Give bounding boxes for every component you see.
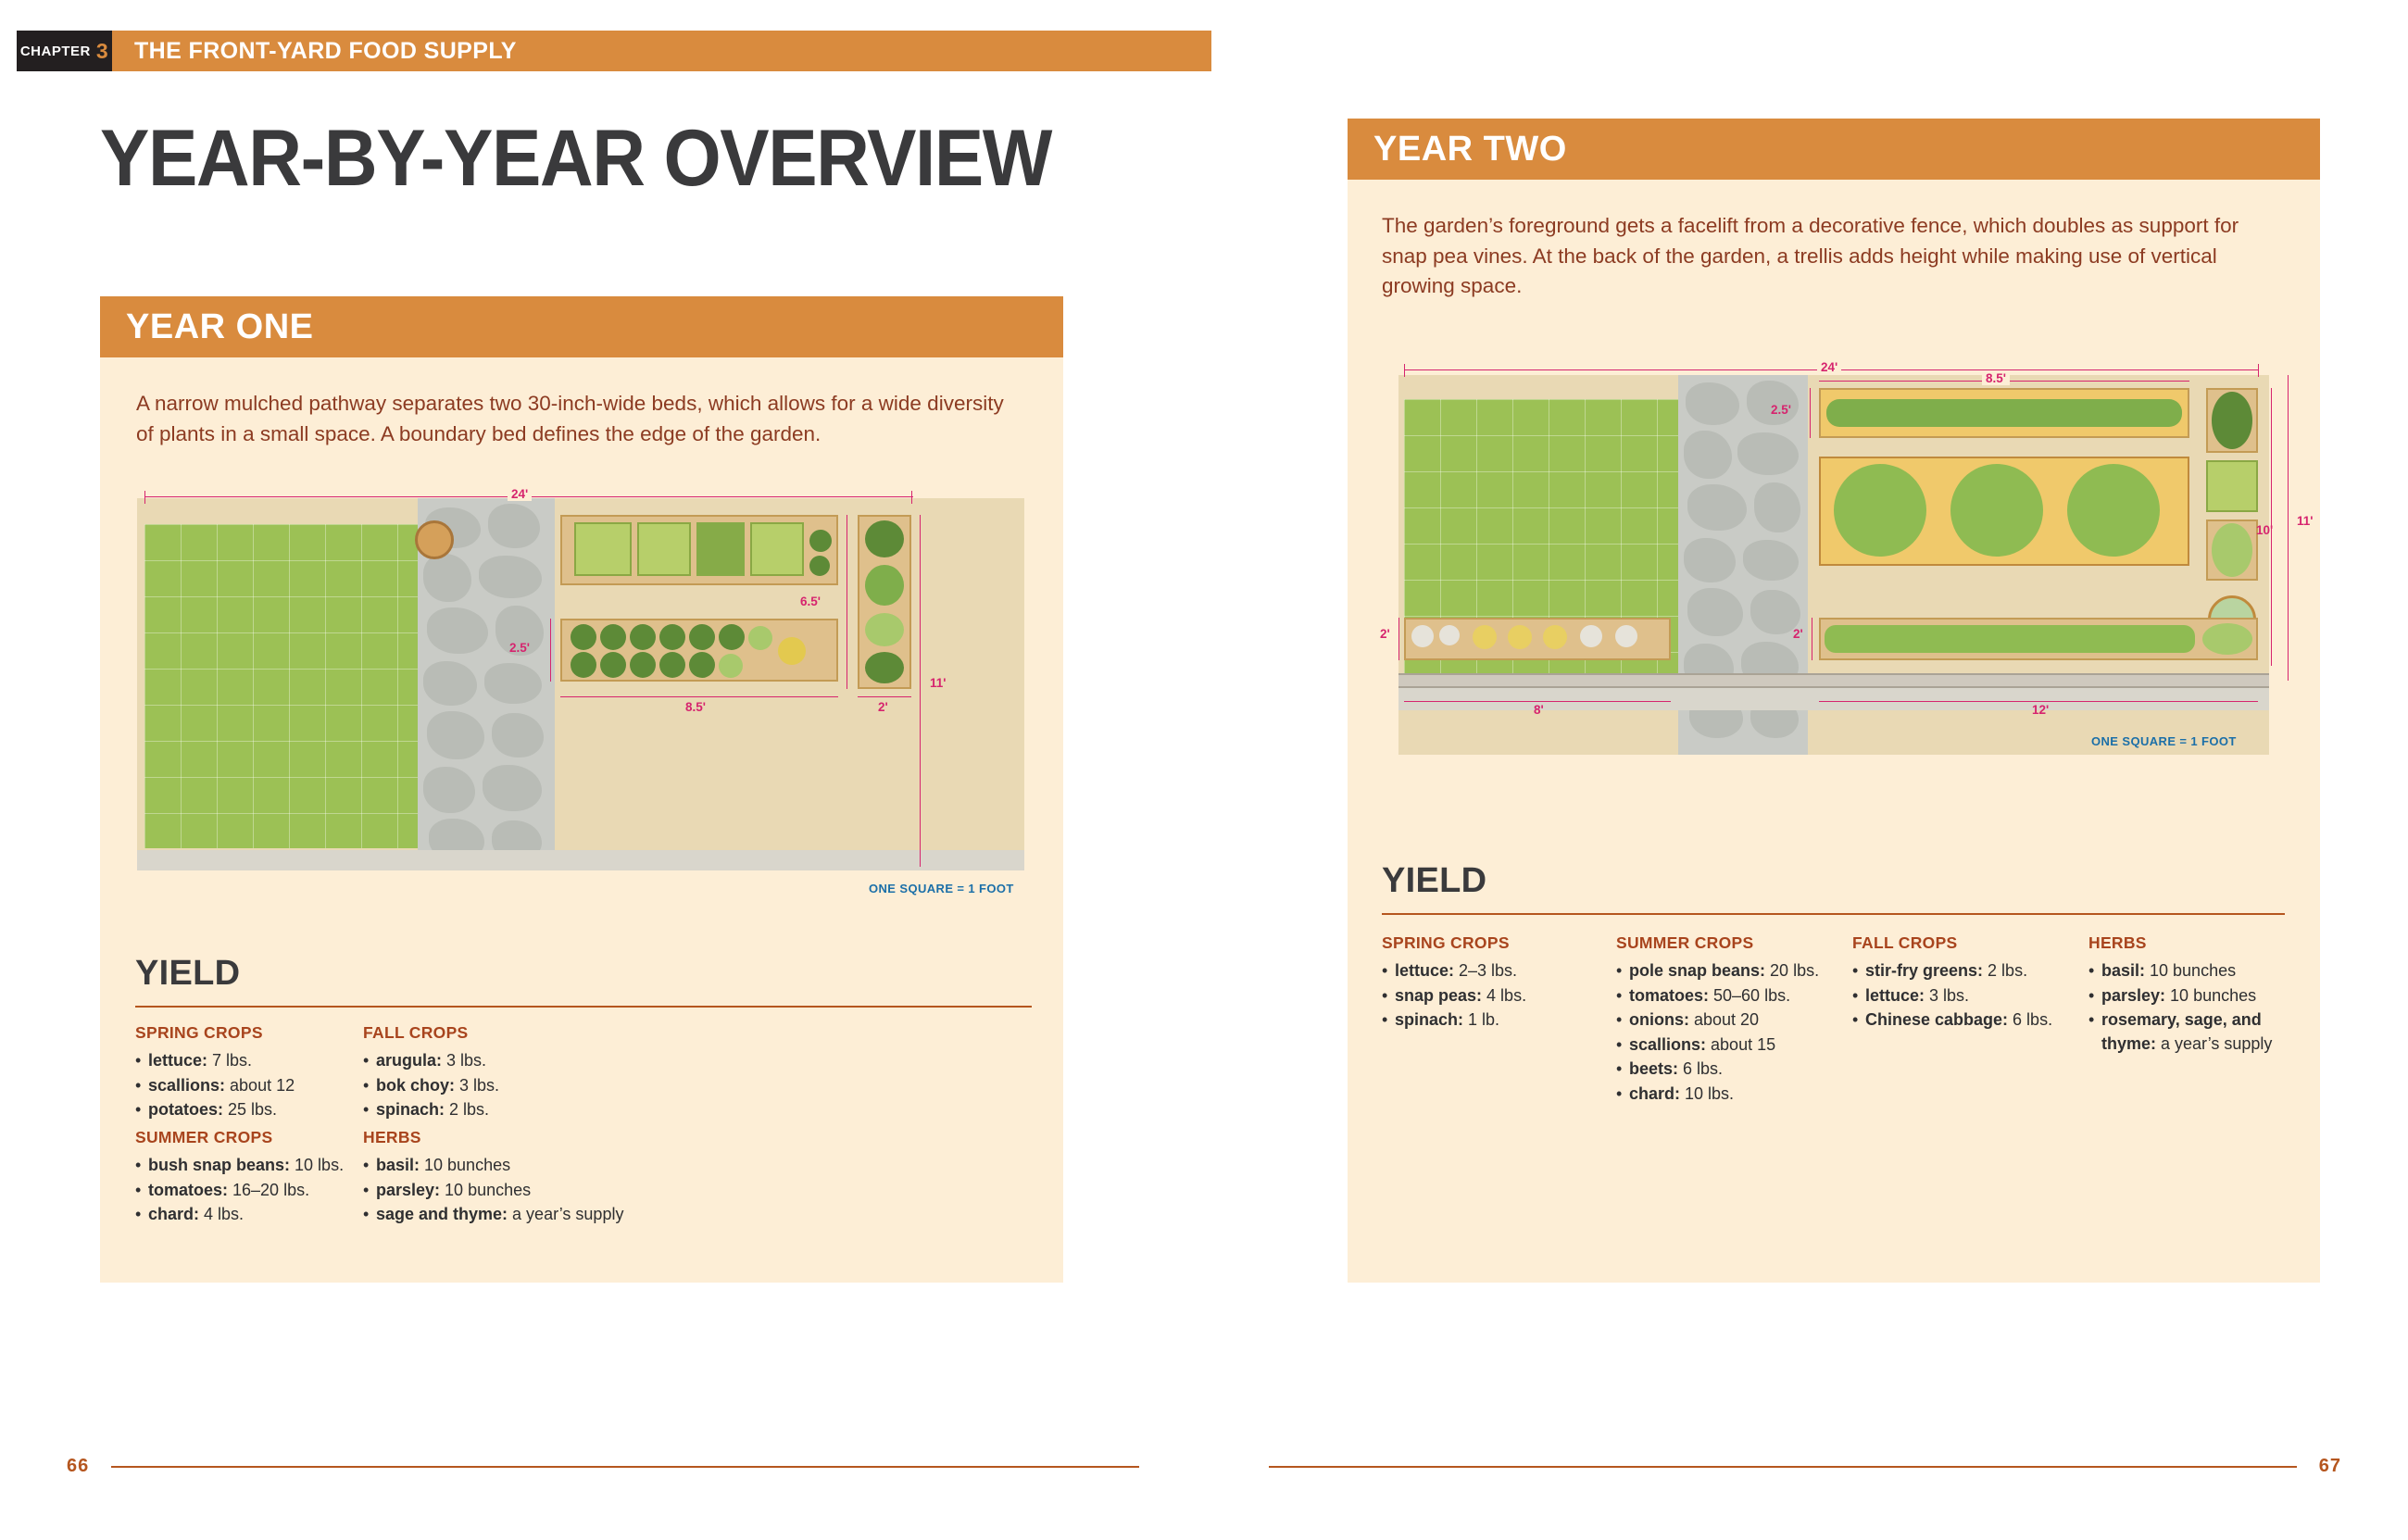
- list-item: • snap peas: 4 lbs.: [1382, 984, 1604, 1008]
- list-item: • scallions: about 12: [135, 1074, 357, 1098]
- list-item: • scallions: about 15: [1616, 1033, 1843, 1058]
- list-item: • rosemary, sage, and thyme: a year’s supply: [2088, 1008, 2320, 1056]
- dim-total-height-right: 11': [2297, 514, 2314, 528]
- year-two-band: YEAR TWO: [1348, 119, 2320, 180]
- list-item: • Chinese cabbage: 6 lbs.: [1852, 1008, 2075, 1033]
- list-item: • lettuce: 2–3 lbs.: [1382, 959, 1604, 983]
- yield-column-heading: FALL CROPS: [363, 1023, 469, 1042]
- dim-bed-depth: 2.5': [509, 641, 530, 655]
- list-item: • spinach: 1 lb.: [1382, 1008, 1604, 1033]
- list-item: • stir-fry greens: 2 lbs.: [1852, 959, 2075, 983]
- yield-column-heading: SPRING CROPS: [1382, 933, 1510, 952]
- yield-column-spring-right: [1382, 933, 1604, 1033]
- yield-list: [2088, 959, 2320, 1056]
- dim-left-strip: 2': [1380, 627, 1390, 641]
- yield-list: [135, 1154, 367, 1227]
- list-item: • chard: 4 lbs.: [135, 1203, 367, 1227]
- list-item: • parsley: 10 bunches: [2088, 984, 2320, 1008]
- yield-column-heading: FALL CROPS: [1852, 933, 1958, 952]
- folio-left: 66: [67, 1456, 90, 1476]
- yield-column-heading: HERBS: [363, 1128, 421, 1146]
- list-item: • potatoes: 25 lbs.: [135, 1098, 357, 1122]
- list-item: • tomatoes: 50–60 lbs.: [1616, 984, 1843, 1008]
- folio-right: 67: [2318, 1456, 2341, 1476]
- dim-total-height: 11': [930, 676, 947, 690]
- scale-note-right: ONE SQUARE = 1 FOOT: [2091, 734, 2237, 748]
- scale-note-left: ONE SQUARE = 1 FOOT: [869, 882, 1014, 895]
- list-item: • parsley: 10 bunches: [363, 1179, 632, 1203]
- dim-inner-height: 6.5': [800, 595, 821, 608]
- yield-list: [1852, 959, 2075, 1033]
- list-item: • onions: about 20: [1616, 1008, 1843, 1033]
- year-one-band: YEAR ONE: [100, 296, 1063, 357]
- chapter-label: CHAPTER: [19, 43, 91, 59]
- list-item: • basil: 10 bunches: [363, 1154, 632, 1178]
- right-page: [1204, 0, 2408, 1540]
- yield-column-herbs-right: [2088, 933, 2320, 1057]
- yield-column-fall-right: [1852, 933, 2075, 1033]
- dim-bed-depth-right: 2.5': [1771, 403, 1791, 417]
- year-two-intro: The garden’s foreground gets a facelift from a decorative fence, which doubles as support for snap pea vines. At the back of the garden, a trellis adds height while making use of vertical growing space.: [1382, 214, 2239, 298]
- dim-bed-width-right: 8.5': [1982, 371, 2010, 385]
- yield-list: [1382, 959, 1604, 1033]
- yield-list: [1616, 959, 1843, 1106]
- yield-column-heading: HERBS: [2088, 933, 2147, 952]
- yield-title-right: YIELD: [1382, 861, 1487, 900]
- dim-front-left-width: 8': [1534, 703, 1544, 717]
- list-item: • tomatoes: 16–20 lbs.: [135, 1179, 367, 1203]
- yield-column-fall-left: [363, 1023, 632, 1123]
- year-one-intro: A narrow mulched pathway separates two 30-inch-wide beds, which allows for a wide diversity of plants in a small space. A boundary bed defines the edge of the garden.: [136, 392, 1004, 445]
- list-item: • chard: 10 lbs.: [1616, 1083, 1843, 1107]
- dim-bed-width: 8.5': [685, 700, 706, 714]
- list-item: • pole snap beans: 20 lbs.: [1616, 959, 1843, 983]
- yield-list: [135, 1049, 357, 1122]
- yield-column-heading: SUMMER CROPS: [135, 1128, 273, 1146]
- yield-title-left: YIELD: [135, 954, 241, 993]
- list-item: • spinach: 2 lbs.: [363, 1098, 632, 1122]
- yield-column-spring-left: [135, 1023, 357, 1123]
- list-item: • sage and thyme: a year’s supply: [363, 1203, 632, 1227]
- dim-right-strip: 2': [1793, 627, 1803, 641]
- list-item: • bush snap beans: 10 lbs.: [135, 1154, 367, 1178]
- yield-list: [363, 1154, 632, 1227]
- chapter-header-bar: [17, 31, 1211, 71]
- list-item: • arugula: 3 lbs.: [363, 1049, 632, 1073]
- yield-list: [363, 1049, 632, 1122]
- page-title: YEAR-BY-YEAR OVERVIEW: [100, 114, 1051, 203]
- dim-inner-height-right: 10': [2256, 523, 2274, 537]
- list-item: • lettuce: 3 lbs.: [1852, 984, 2075, 1008]
- list-item: • bok choy: 3 lbs.: [363, 1074, 632, 1098]
- dim-front-right-width: 12': [2032, 703, 2050, 717]
- dim-top-width: 24': [508, 487, 532, 501]
- yield-column-heading: SPRING CROPS: [135, 1023, 263, 1042]
- list-item: • lettuce: 7 lbs.: [135, 1049, 357, 1073]
- yield-column-summer-right: [1616, 933, 1843, 1107]
- list-item: • basil: 10 bunches: [2088, 959, 2320, 983]
- year-two-plan: [1380, 347, 2314, 783]
- yield-column-herbs-left: [363, 1128, 632, 1228]
- yield-column-heading: SUMMER CROPS: [1616, 933, 1754, 952]
- yield-column-summer-left: [135, 1128, 367, 1228]
- chapter-number: 3: [95, 38, 109, 63]
- chapter-title: THE FRONT-YARD FOOD SUPPLY: [134, 37, 517, 64]
- dim-border-width: 2': [878, 700, 888, 714]
- list-item: • beets: 6 lbs.: [1616, 1058, 1843, 1082]
- chapter-number-tab: [17, 31, 112, 71]
- year-one-plan: [137, 482, 1024, 898]
- dim-top-width-right: 24': [1817, 360, 1841, 374]
